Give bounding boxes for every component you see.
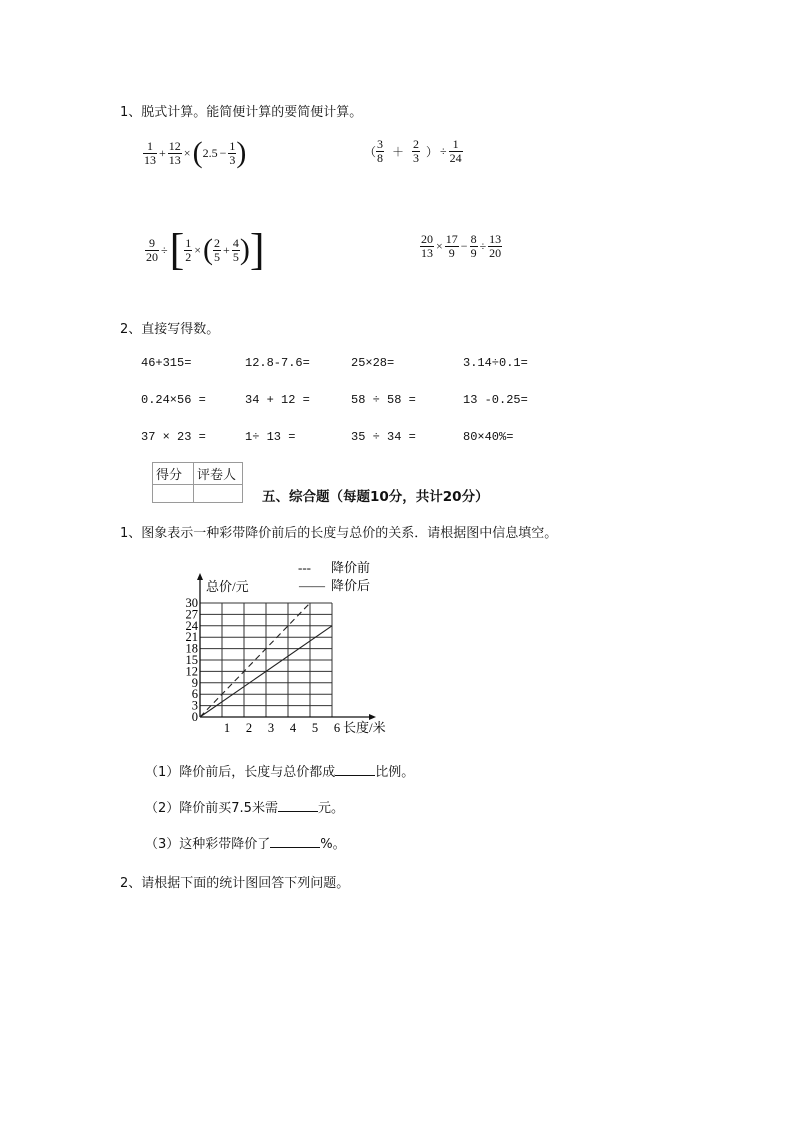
fraction [232, 237, 240, 263]
fraction [168, 140, 182, 166]
fill-question-3 [145, 833, 346, 852]
denominator: 13 [168, 152, 181, 167]
denominator: 20 [489, 245, 502, 260]
oral-item: 37 × 23 = [141, 430, 206, 444]
numerator: 17 [445, 232, 458, 246]
y-tick-label: 18 [185, 641, 198, 656]
denominator: 5 [232, 249, 239, 264]
score-box [152, 462, 243, 503]
y-tick-label: 12 [185, 664, 198, 679]
left-bracket: [ [169, 225, 185, 274]
denominator: 20 [146, 249, 158, 264]
times-sign: × [436, 238, 443, 253]
divide-sign: ÷ [440, 143, 447, 158]
fraction [488, 233, 502, 259]
minus-sign: − [219, 145, 227, 160]
legend-before: 降价前 [331, 560, 371, 575]
numerator: 2 [214, 235, 221, 250]
numerator: 1 [449, 138, 463, 152]
numerator: 13 [489, 232, 502, 246]
oral-item: 34 + 12 = [245, 393, 310, 407]
oral-item: 1÷ 13 = [245, 430, 296, 444]
question-text: （2）降价前买7.5米需 [145, 801, 278, 816]
y-axis-label: 总价/元 [206, 579, 249, 594]
denominator: 3 [413, 150, 420, 165]
y-tick-label: 3 [191, 698, 198, 713]
calc-expression-2 [364, 138, 463, 164]
numerator: 4 [232, 235, 239, 250]
y-axis-arrow [197, 573, 203, 580]
fraction [143, 140, 157, 166]
oral-item: 13 -0.25= [463, 393, 528, 407]
right-bracket: ] [249, 225, 265, 274]
y-tick-label: 21 [185, 630, 198, 645]
left-paren: ( [203, 233, 214, 266]
calc-expression-1 [143, 138, 246, 168]
y-tick-label: 0 [191, 710, 198, 724]
right-paren: ) [239, 233, 250, 266]
chart-ticks [186, 596, 341, 735]
score-cell[interactable] [153, 485, 194, 503]
plus-sign: + [223, 242, 230, 257]
x-tick-label: 1 [223, 721, 231, 735]
y-tick-label: 27 [185, 607, 198, 622]
section-title: 五、综合题（每题10分，共计20分） [262, 489, 489, 505]
right-paren: ) [236, 136, 247, 169]
oral-item: 0.24×56 = [141, 393, 206, 407]
numerator: 20 [421, 232, 433, 246]
denominator: 3 [229, 152, 236, 167]
oral-item: 12.8-7.6= [245, 356, 310, 370]
calc-expression-4 [420, 233, 502, 259]
oral-item: 58 ÷ 58 = [351, 393, 416, 407]
oral-item: 46+315= [141, 356, 192, 370]
p1-title: 1、图象表示一种彩带降价前后的长度与总价的关系．请根据图中信息填空。 [120, 526, 558, 541]
fill-question-2 [145, 797, 344, 816]
oral-item: 35 ÷ 34 = [351, 430, 416, 444]
grader-cell[interactable] [194, 485, 243, 503]
numerator: 8 [470, 232, 477, 246]
fraction [145, 237, 159, 263]
x-tick-label: 4 [289, 721, 297, 735]
x-tick-label: 5 [311, 721, 319, 735]
q1-title: 1、脱式计算。能简便计算的要简便计算。 [120, 105, 363, 120]
chart-legend [298, 560, 370, 593]
fraction [445, 233, 459, 259]
divide-sign: ÷ [479, 238, 487, 253]
question-text: %。 [320, 837, 346, 852]
numerator: 12 [168, 138, 181, 153]
numerator: 3 [377, 137, 384, 151]
x-axis-label: 长度/米 [343, 720, 386, 735]
question-text: （1）降价前后，长度与总价都成 [145, 765, 336, 780]
answer-blank[interactable] [335, 775, 375, 776]
score-header: 得分 [153, 463, 194, 485]
left-paren: ( [192, 136, 203, 169]
plus-sign: ＋ [392, 144, 405, 159]
numerator: 1 [143, 140, 157, 154]
x-tick-label: 3 [267, 721, 275, 735]
numerator: 1 [229, 138, 236, 153]
fraction [449, 138, 463, 164]
fraction [470, 233, 478, 259]
question-text: （3）这种彩带降价了 [145, 837, 271, 852]
decimal-value: 2.5 [202, 145, 218, 160]
oral-item: 25×28= [351, 356, 395, 370]
divide-sign: ÷ [161, 242, 168, 257]
question-text: 元。 [317, 801, 344, 816]
fraction [228, 140, 236, 166]
y-tick-label: 9 [191, 675, 198, 690]
q2-title: 2、直接写得数。 [120, 322, 220, 337]
denominator: 2 [185, 249, 192, 264]
answer-blank[interactable] [278, 811, 318, 812]
chart-axes [197, 573, 376, 720]
denominator: 24 [449, 150, 462, 165]
fraction [184, 237, 192, 263]
minus-sign: − [460, 238, 468, 253]
legend-after: 降价后 [331, 578, 371, 593]
right-paren: ） [426, 144, 439, 159]
y-tick-label: 6 [191, 687, 198, 702]
y-tick-label: 15 [185, 653, 198, 667]
fraction [376, 138, 384, 164]
denominator: 13 [144, 152, 156, 167]
numerator: 2 [413, 137, 420, 151]
plus-sign: + [159, 145, 166, 160]
calc-expression-3 [145, 225, 265, 274]
p2-title: 2、请根据下面的统计图回答下列问题。 [120, 876, 350, 891]
fill-question-1 [145, 761, 414, 780]
numerator: 9 [145, 237, 159, 251]
legend-solid-symbol: —— [299, 578, 325, 593]
left-paren: （ [364, 144, 377, 159]
legend-dash-symbol: --- [298, 560, 311, 575]
y-tick-label: 24 [185, 618, 198, 633]
grader-header: 评卷人 [194, 463, 243, 485]
denominator: 5 [214, 249, 221, 264]
answer-blank[interactable] [270, 847, 320, 848]
fraction [420, 233, 434, 259]
denominator: 9 [448, 245, 455, 260]
x-tick-label: 6 [333, 721, 341, 735]
times-sign: × [183, 145, 191, 160]
y-tick-label: 30 [185, 596, 198, 610]
chart-grid [200, 603, 332, 717]
oral-item: 3.14÷0.1= [463, 356, 528, 370]
fraction [412, 138, 420, 164]
denominator: 9 [470, 245, 477, 260]
oral-item: 80×40%= [463, 430, 514, 444]
numerator: 1 [185, 235, 192, 250]
question-text: 比例。 [375, 765, 415, 780]
fraction [213, 237, 221, 263]
line-chart [170, 556, 410, 742]
denominator: 13 [421, 245, 433, 260]
x-tick-label: 2 [245, 721, 253, 735]
denominator: 8 [377, 150, 384, 165]
times-sign: × [194, 242, 202, 257]
